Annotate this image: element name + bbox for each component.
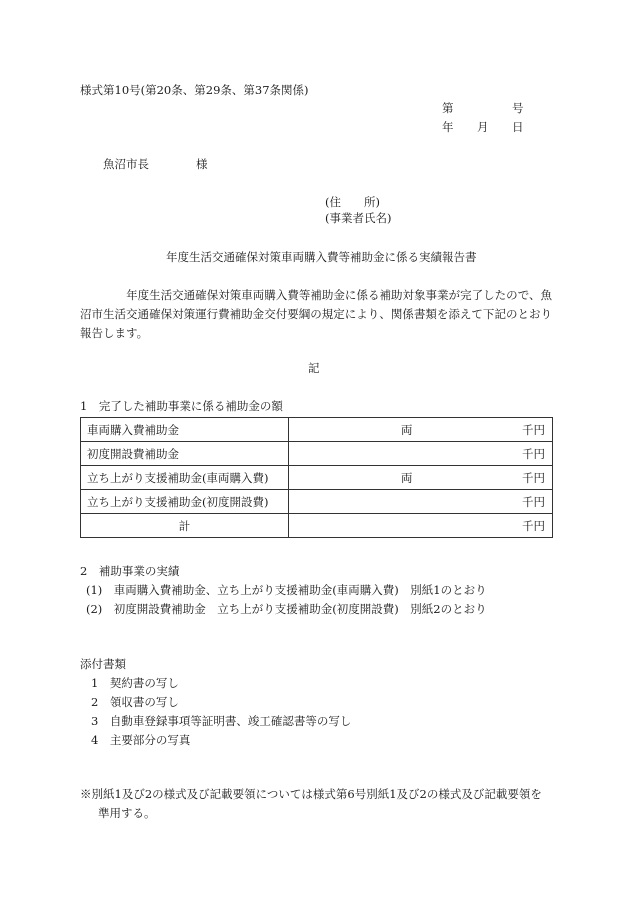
addressee-honorific: 様 xyxy=(196,157,208,171)
doc-number-suffix: 号 xyxy=(512,101,524,115)
sender-name-label: (事業者氏名) xyxy=(325,211,392,225)
section2-heading: 2 補助事業の実績 xyxy=(80,564,180,578)
currency-unit: 千円 xyxy=(522,447,545,461)
row-value-cell xyxy=(289,442,553,466)
vehicle-count-unit: 両 xyxy=(401,471,413,485)
table-row-total xyxy=(81,514,553,538)
table-row xyxy=(81,490,553,514)
currency-unit: 千円 xyxy=(522,471,545,485)
currency-unit: 千円 xyxy=(522,423,545,437)
row-value-cell xyxy=(289,490,553,514)
note-line-2: 準用する。 xyxy=(98,806,156,820)
currency-unit: 千円 xyxy=(522,495,545,509)
list-item: (1) 車両購入費補助金、立ち上がり支援補助金(車両購入費) 別紙1のとおり xyxy=(86,583,487,597)
document-title: 年度生活交通確保対策車両購入費等補助金に係る実績報告書 xyxy=(166,250,477,264)
row-label: 初度開設費補助金 xyxy=(81,442,289,466)
list-item: 3 自動車登録事項等証明書、竣工確認書等の写し xyxy=(91,714,352,728)
row-value-cell xyxy=(289,466,553,490)
date-year: 年 xyxy=(442,120,454,134)
table-row xyxy=(81,466,553,490)
list-item: 2 領収書の写し xyxy=(91,695,179,709)
list-item: 4 主要部分の写真 xyxy=(91,733,191,747)
row-value-cell xyxy=(289,514,553,538)
addressee-name: 魚沼市長 xyxy=(103,157,149,171)
body-text: 年度生活交通確保対策車両購入費等補助金に係る補助対象事業が完了したので、魚沼市生活交通確保対策運行費補助金交付要綱の規定により、関係書類を添えて下記のとおり報告します。 xyxy=(80,288,552,340)
list-item: 1 契約書の写し xyxy=(91,676,179,690)
date-month: 月 xyxy=(477,120,489,134)
row-label: 車両購入費補助金 xyxy=(81,418,289,442)
row-value-cell xyxy=(289,418,553,442)
subsidy-amount-table xyxy=(80,417,553,538)
row-label: 立ち上がり支援補助金(初度開設費) xyxy=(81,490,289,514)
table-row xyxy=(81,442,553,466)
ki-marker: 記 xyxy=(308,361,320,375)
table-row xyxy=(81,418,553,442)
sender-address-label: (住 所) xyxy=(325,195,380,209)
section1-heading: 1 完了した補助事業に係る補助金の額 xyxy=(80,399,283,413)
list-item: (2) 初度開設費補助金 立ち上がり支援補助金(初度開設費) 別紙2のとおり xyxy=(86,602,487,616)
doc-number-prefix: 第 xyxy=(442,101,454,115)
total-label: 計 xyxy=(81,514,289,538)
date-day: 日 xyxy=(512,120,524,134)
note-line-1: ※別紙1及び2の様式及び記載要領については様式第6号別紙1及び2の様式及び記載要領を xyxy=(80,787,542,801)
attachments-heading: 添付書類 xyxy=(80,657,126,671)
vehicle-count-unit: 両 xyxy=(401,423,413,437)
row-label: 立ち上がり支援補助金(車両購入費) xyxy=(81,466,289,490)
currency-unit: 千円 xyxy=(522,519,545,533)
form-number: 様式第10号(第20条、第29条、第37条関係) xyxy=(80,83,309,97)
